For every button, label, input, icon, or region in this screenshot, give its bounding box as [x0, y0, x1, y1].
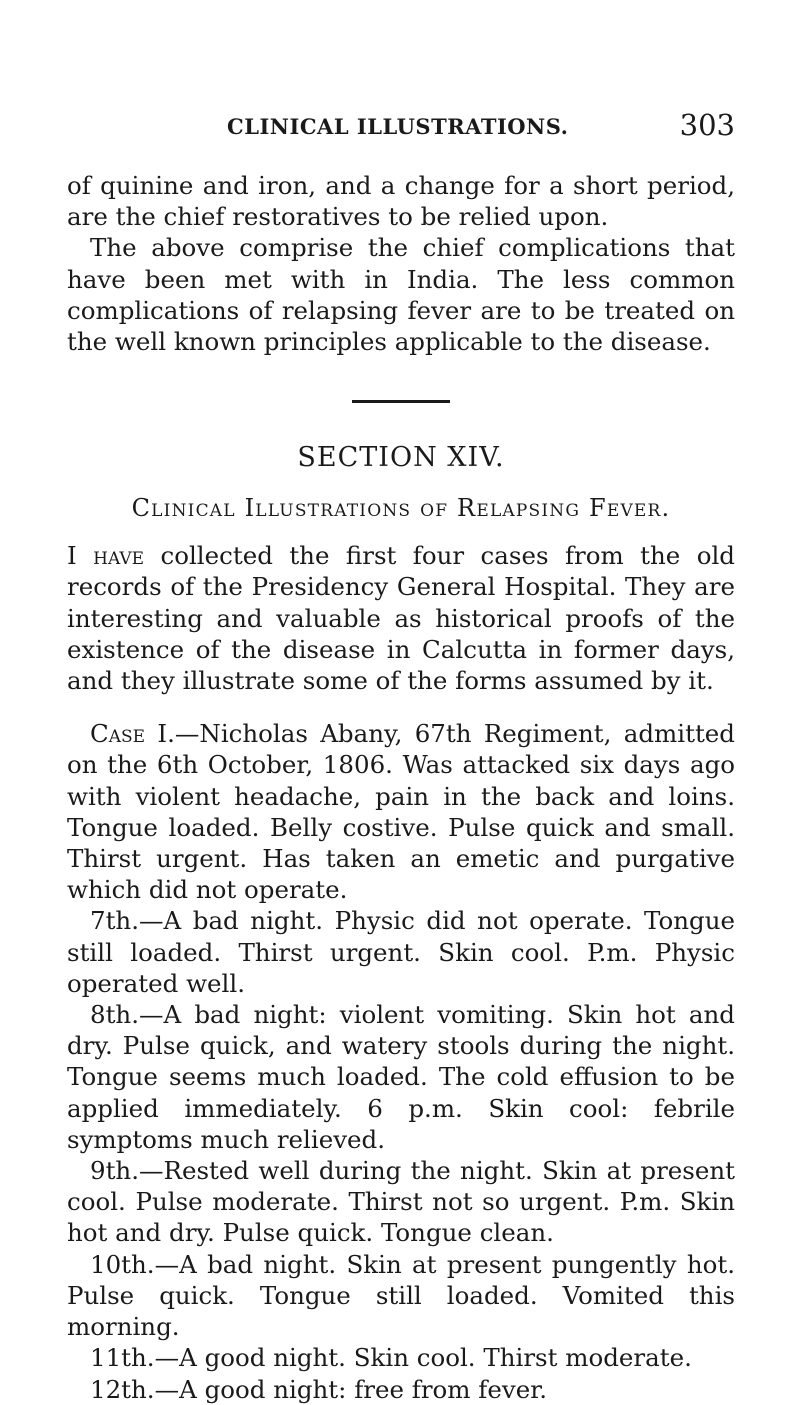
intro-lead: I have: [67, 541, 145, 571]
entry-8th: 8th.—A bad night: violent vomiting. Skin hot and dry. Pulse quick, and watery stools during the night. Tongue seems much loaded. The cold effusion to be applied immediately. 6 p.m. Skin cool: febrile symptoms much relieved.: [67, 1000, 735, 1154]
section-title: SECTION XIV.: [297, 442, 505, 474]
entry-7th: 7th.—A bad night. Physic did not operate. Tongue still loaded. Thirst urgent. Skin cool. P.m. Physic operated well.: [67, 906, 735, 998]
section-divider: [352, 400, 450, 403]
case-text: —Nicholas Abany, 67th Regiment, admitted on the 6th October, 1806. Was attacked six days ago with violent headache, pain in the back and loins. Tongue loaded. Belly costive. Pulse quick and small. Thirst urgent. Has taken an emetic and purgative which did not operate.: [67, 719, 735, 905]
case-paragraph: [67, 718, 735, 905]
case-lead: Case I.: [90, 719, 175, 749]
entry-10th: 10th.—A bad night. Skin at present pungently hot. Pulse quick. Tongue still loaded. Vomited this morning.: [67, 1249, 735, 1342]
running-head: [67, 108, 735, 148]
section-subtitle: Clinical Illustrations of Relapsing Fever.: [131, 494, 671, 523]
paragraph-complications: The above comprise the chief complications that have been met with in India. The less common complications of relapsing fever are to be treated on the well known principles applicable to the disease.: [67, 233, 735, 357]
intro-paragraph: [67, 540, 735, 696]
closing-paragraphs: [67, 170, 735, 357]
book-page: [67, 108, 735, 1405]
entry-9th: 9th.—Rested well during the night. Skin at present cool. Pulse moderate. Thirst not so urgent. P.m. Skin hot and dry. Pulse quick. Tongue clean.: [67, 1156, 735, 1248]
page-number: 303: [679, 108, 735, 142]
paragraph-quinine: of quinine and iron, and a change for a short period, are the chief restoratives to be relied upon.: [67, 171, 735, 232]
running-title: CLINICAL ILLUSTRATIONS.: [227, 114, 569, 139]
entry-12th: 12th.—A good night: free from fever.: [90, 1374, 548, 1404]
intro-text: collected the first four cases from the old records of the Presidency General Hospital. They are interesting and valuable as historical proofs of the existence of the disease in Calcutta in former days, and they illustrate some of the forms assumed by it.: [67, 541, 735, 696]
entry-11th: 11th.—A good night. Skin cool. Thirst moderate.: [90, 1343, 692, 1373]
